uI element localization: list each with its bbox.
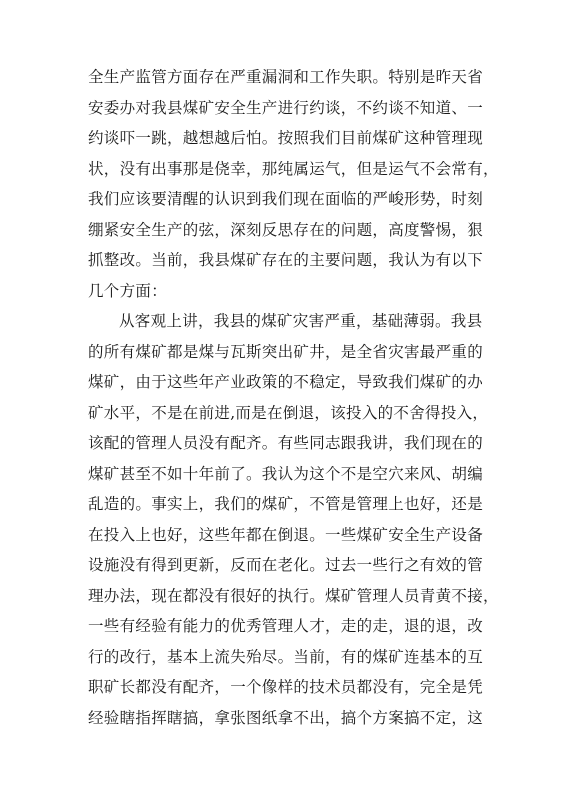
text-line: 的所有煤矿都是煤与瓦斯突出矿井，是全省灾害最严重的 [88,342,484,361]
text-line: 煤矿甚至不如十年前了。我认为这个不是空穴来风、胡编 [88,464,484,483]
text-line: 煤矿，由于这些年产业政策的不稳定，导致我们煤矿的办 [88,373,484,391]
paragraph-first-line: 从客观上讲，我县的煤矿灾害严重，基础薄弱。我县 [119,312,483,330]
text-line: 约谈吓一跳，越想越后怕。按照我们目前煤矿这种管理现 [88,129,484,147]
text-line: 绷紧安全生产的弦，深刻反思存在的问题，高度警惕，狠 [88,220,484,239]
text-line: 该配的管理人员没有配齐。有些同志跟我讲，我们现在的 [88,434,484,452]
text-line: 设施没有得到更新，反而在老化。过去一些行之有效的管 [88,556,484,574]
text-line: 理办法，现在都没有很好的执行。煤矿管理人员青黄不接， [88,586,499,605]
text-line: 行的改行，基本上流失殆尽。当前，有的煤矿连基本的互 [88,647,484,666]
text-line: 一些有经验有能力的优秀管理人才，走的走，退的退，改 [88,617,484,635]
document-body [88,62,499,733]
text-line: 几个方面： [88,281,168,300]
text-line: 我们应该要清醒的认识到我们现在面临的严峻形势，时刻 [88,190,484,208]
text-line: 全生产监管方面存在严重漏洞和工作失职。特别是昨天省 [88,68,484,86]
text-line: 状，没有出事那是侥幸，那纯属运气，但是运气不会常有， [88,159,499,178]
text-line: 在投入上也好，这些年都在倒退。一些煤矿安全生产设备 [88,525,484,544]
text-line: 抓整改。当前，我县煤矿存在的主要问题，我认为有以下 [88,251,484,269]
text-line: 经验瞎指挥瞎搞，拿张图纸拿不出，搞个方案搞不定，这 [88,708,484,727]
text-line: 职矿长都没有配齐，一个像样的技术员都没有，完全是凭 [88,678,484,696]
text-line: 矿水平，不是在前进,而是在倒退，该投入的不舍得投入， [88,403,489,422]
text-line: 乱造的。事实上，我们的煤矿，不管是管理上也好，还是 [88,495,484,513]
text-line: 安委办对我县煤矿安全生产进行约谈，不约谈不知道、一 [88,98,484,117]
